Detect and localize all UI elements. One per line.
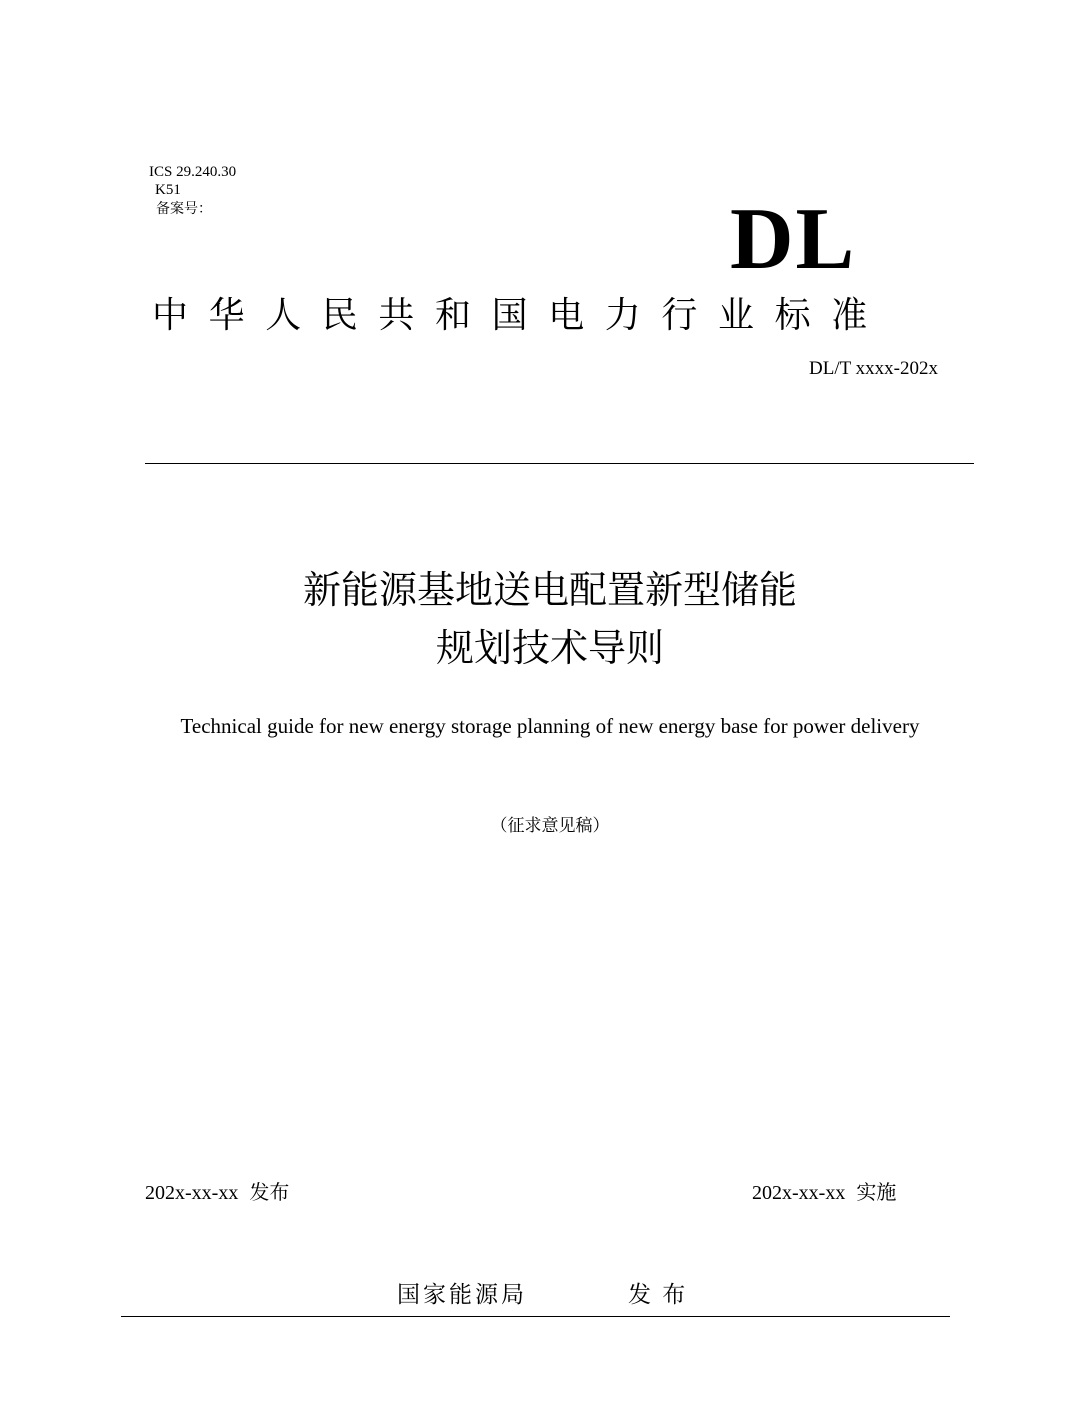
title-en: Technical guide for new energy storage planning of new energy base for power delivery	[180, 714, 920, 738]
publish-date-block	[145, 1178, 289, 1207]
issuer-name: 国家能源局	[397, 1282, 527, 1308]
top-divider	[145, 463, 974, 464]
title-cn-line1: 新能源基地送电配置新型储能	[302, 568, 797, 612]
implement-date-block	[752, 1178, 896, 1207]
title-cn-line2: 规划技术导则	[435, 626, 664, 670]
publish-label: 发布	[249, 1180, 290, 1204]
bottom-divider	[121, 1316, 950, 1317]
implement-date: 202x-xx-xx	[752, 1182, 846, 1204]
dl-logo: DL	[730, 191, 857, 288]
ics-code: ICS 29.240.30	[149, 164, 237, 180]
publish-date: 202x-xx-xx	[145, 1182, 239, 1204]
ccs-code: K51	[155, 182, 181, 198]
implement-label: 实施	[856, 1180, 897, 1204]
draft-note: （征求意见稿）	[490, 816, 610, 836]
standard-number: DL/T xxxx-202x	[809, 358, 938, 379]
standard-heading: 中华人民共和国电力行业标准	[152, 295, 888, 336]
filing-number-label: 备案号：	[156, 201, 212, 217]
issuer-action: 发 布	[628, 1282, 688, 1308]
